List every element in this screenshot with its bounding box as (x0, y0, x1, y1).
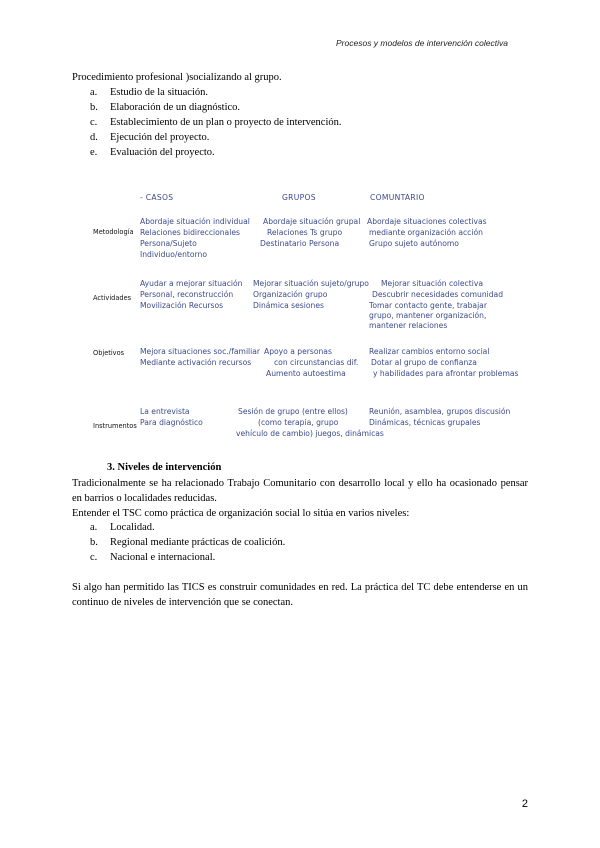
row-label-objetivos: Objetivos (93, 349, 125, 357)
cell-instrumentos-casos: La entrevista Para diagnóstico (140, 407, 203, 427)
cell-actividades-casos: Ayudar a mejorar situación Personal, reconstrucción Movilización Recursos (140, 279, 243, 310)
levels-list (90, 520, 285, 565)
row-label-metodologia: Metodología (93, 228, 134, 236)
paragraph-2: Entender el TSC como práctica de organización social lo sitúa en varios niveles: (72, 508, 410, 519)
cell-objetivos-comunitario: Realizar cambios entorno social Dotar al grupo de confianza y habilidades para afrontar problemas (369, 347, 519, 378)
cell-actividades-grupos: Mejorar situación sujeto/grupo Organización grupo Dinámica sesiones (253, 279, 369, 310)
column-header-casos: - CASOS (140, 193, 174, 202)
cell-metodologia-comunitario: Abordaje situaciones colectivas mediante organización acción Grupo sujeto autónomo (367, 217, 487, 248)
cell-metodologia-grupos: Abordaje situación grupal Relaciones Ts grupo Destinatario Persona (260, 217, 361, 248)
list-item: a. Estudio de la situación. (90, 87, 208, 98)
section-heading: 3. Niveles de intervención (107, 462, 222, 473)
cell-instrumentos-grupos: Sesión de grupo (entre ellos) (como terapia, grupo vehículo de cambio) juegos, dinámicas (236, 407, 384, 438)
list-item: c. Establecimiento de un plan o proyecto de intervención. (90, 117, 342, 128)
list-item: e. Evaluación del proyecto. (90, 147, 215, 158)
paragraph-3: Si algo han permitido las TICS es construir comunidades en red. La práctica del TC debe entenderse en un continuo de niveles de intervención que se conectan. (72, 582, 528, 608)
paragraph-1: Tradicionalmente se ha relacionado Trabajo Comunitario con desarrollo local y ello ha ocasionado pensar en barrios o localidades reducidas. (72, 478, 528, 504)
cell-actividades-comunitario: Mejorar situación colectiva Descubrir necesidades comunidad Tomar contacto gente, trabajar grupo, mantener organización, mantener relaciones (369, 279, 504, 330)
list-item: b. Elaboración de un diagnóstico. (90, 102, 241, 113)
running-header: Procesos y modelos de intervención colectiva (336, 38, 508, 48)
column-header-grupos: GRUPOS (282, 193, 316, 202)
list-item: d. Ejecución del proyecto. (90, 132, 210, 143)
cell-metodologia-casos: Abordaje situación individual Relaciones bidireccionales Persona/Sujeto Individuo/entorno (140, 217, 250, 259)
cell-instrumentos-comunitario: Reunión, asamblea, grupos discusión Dinámicas, técnicas grupales (369, 407, 511, 427)
cell-objetivos-grupos: Apoyo a personas con circunstancias dif. Aumento autoestima (264, 347, 359, 378)
list-item: a. Localidad. (90, 522, 155, 533)
cell-objetivos-casos: Mejora situaciones soc./familiar Mediante activación recursos (140, 347, 261, 367)
procedure-steps-list (90, 85, 342, 160)
row-label-instrumentos: Instrumentos (93, 422, 137, 430)
row-label-actividades: Actividades (93, 294, 132, 302)
list-item: b. Regional mediante prácticas de coalición. (90, 537, 286, 548)
list-item: c. Nacional e internacional. (90, 552, 216, 563)
intro-line: Procedimiento profesional )socializando al grupo. (72, 72, 282, 83)
column-header-comunitario: COMUNTARIO (370, 193, 425, 202)
page-number: 2 (521, 798, 528, 810)
